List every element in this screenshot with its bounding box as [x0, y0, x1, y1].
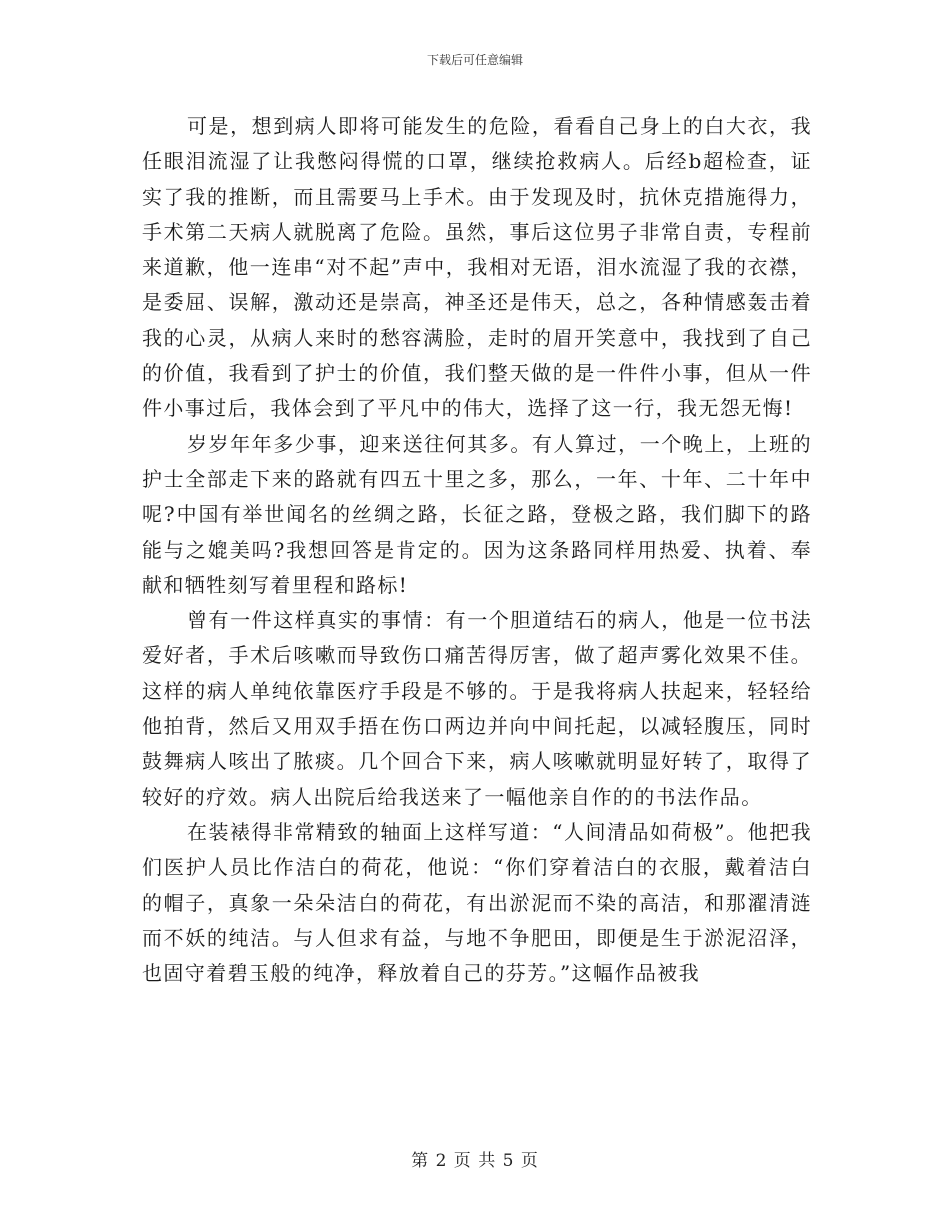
document-body	[142, 109, 812, 991]
paragraph: 曾有一件这样真实的事情：有一个胆道结石的病人，他是一位书法爱好者，手术后咳嗽而导致伤口痛苦得厉害，做了超声雾化效果不佳。这样的病人单纯依靠医疗手段是不够的。于是我将病人扶起来，轻轻给他拍背，然后又用双手捂在伤口两边并向中间托起，以减轻腹压，同时鼓舞病人咳出了脓痰。几个回合下来，病人咳嗽就明显好转了，取得了较好的疗效。病人出院后给我送来了一幅他亲自作的的书法作品。	[142, 608, 812, 809]
paragraph: 可是，想到病人即将可能发生的危险，看看自己身上的白大衣，我任眼泪流湿了让我憋闷得慌的口罩，继续抢救病人。后经b超检查，证实了我的推断，而且需要马上手术。由于发现及时，抗休克措施得力，手术第二天病人就脱离了危险。虽然，事后这位男子非常自责，专程前来道歉，他一连串“对不起”声中，我相对无语，泪水流湿了我的衣襟，是委屈、误解，激动还是崇高，神圣还是伟天，总之，各种情感轰击着我的心灵，从病人来时的愁容满脸，走时的眉开笑意中，我找到了自己的价值，我看到了护士的价值，我们整天做的是一件件小事，但从一件件小事过后，我体会到了平凡中的伟大，选择了这一行，我无怨无悔!	[142, 114, 812, 421]
paragraph: 在装裱得非常精致的轴面上这样写道：“人间清品如荷极”。他把我们医护人员比作洁白的荷花，他说：“你们穿着洁白的衣服，戴着洁白的帽子，真象一朵朵洁白的荷花，有出淤泥而不染的高洁，和那濯清涟而不妖的纯洁。与人但求有益，与地不争肥田，即便是生于淤泥沼泽，也固守着碧玉般的纯净，释放着自己的芬芳。”这幅作品被我	[142, 819, 812, 986]
page-header: 下载后可任意编辑	[426, 53, 523, 67]
page-number: 第 2 页 共 5 页	[411, 1151, 539, 1171]
paragraph: 岁岁年年多少事，迎来送往何其多。有人算过，一个晚上，上班的护士全部走下来的路就有四五十里之多，那么，一年、十年、二十年中呢?中国有举世闻名的丝绸之路，长征之路，登极之路，我们脚下的路能与之媲美吗?我想回答是肯定的。因为这条路同样用热爱、执着、奉献和牺牲刻写着里程和路标!	[142, 431, 812, 597]
